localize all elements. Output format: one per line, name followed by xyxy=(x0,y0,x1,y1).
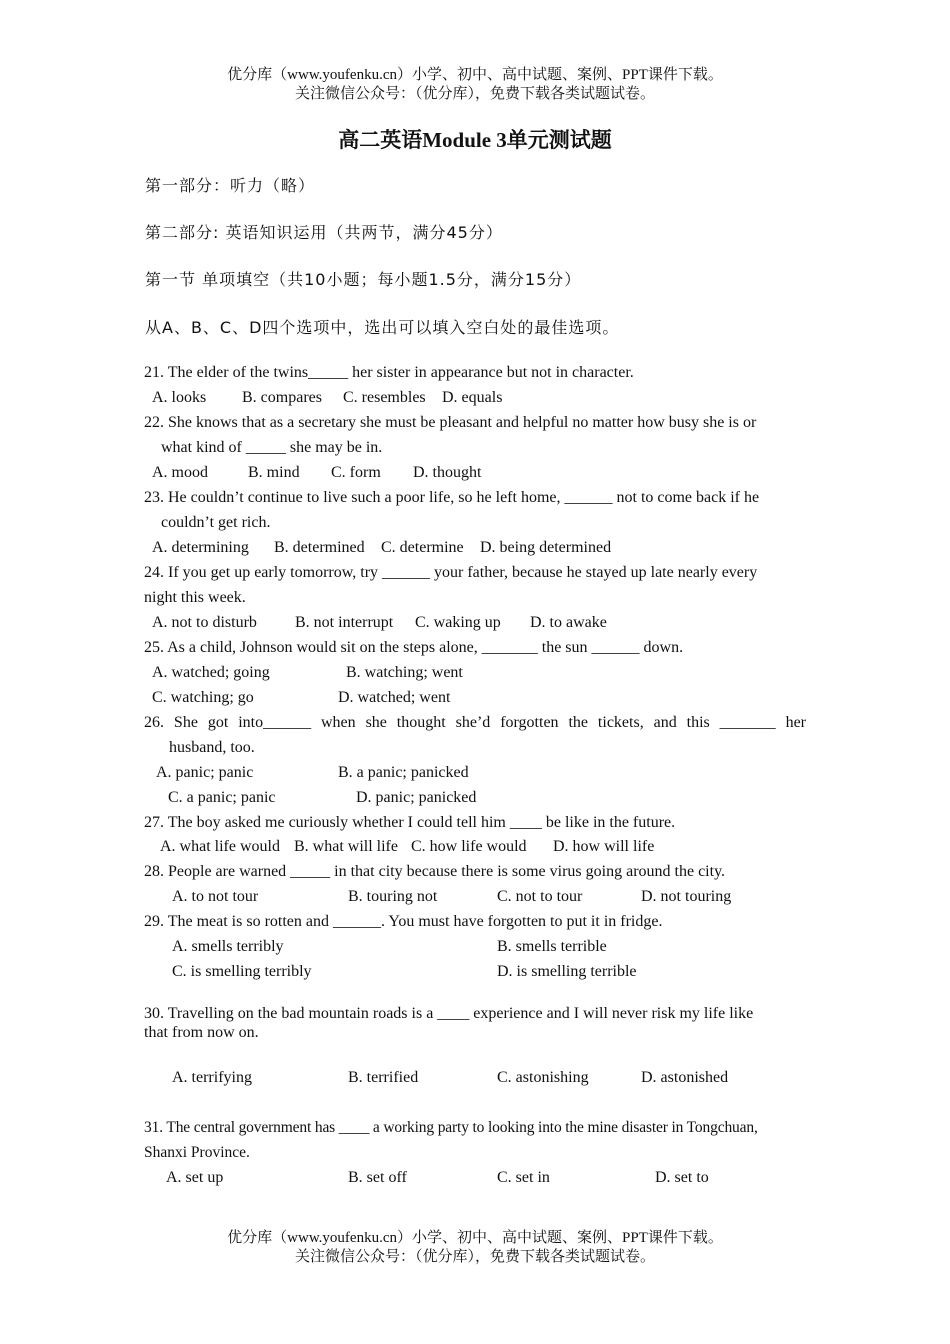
question-stem: 23. He couldn’t continue to live such a poor life, so he left home, ______ not to come back if he xyxy=(144,489,760,506)
option-d: D. thought xyxy=(413,464,482,481)
question-stem: 25. As a child, Johnson would sit on the steps alone, _______ the sun ______ down. xyxy=(144,639,684,656)
option-a: A. mood xyxy=(152,464,208,481)
option-b: B. what will life xyxy=(294,838,398,855)
footer-line-1: 优分库（www.youfenku.cn）小学、初中、高中试题、案例、PPT课件下载。 xyxy=(227,1230,723,1246)
footer-line-2: 关注微信公众号：（优分库），免费下载各类试题试卷。 xyxy=(294,1249,655,1265)
option-b: B. touring not xyxy=(348,888,438,905)
option-a: A. what life would xyxy=(160,838,280,855)
option-d: D. being determined xyxy=(480,539,612,556)
question-stem: 21. The elder of the twins_____ her sister in appearance but not in character. xyxy=(144,364,634,381)
option-a: A. determining xyxy=(152,539,249,556)
option-b: B. not interrupt xyxy=(295,614,394,631)
option-a: A. to not tour xyxy=(172,888,259,905)
option-c: C. astonishing xyxy=(497,1069,589,1086)
option-c: C. resembles xyxy=(343,389,426,406)
question-23 xyxy=(144,485,806,535)
question-31 xyxy=(144,1115,806,1165)
question-stem: 28. People are warned _____ in that city because there is some virus going around the city. xyxy=(144,863,726,880)
option-d: D. watched; went xyxy=(338,689,451,706)
page-footer xyxy=(0,1229,950,1267)
option-a: A. watched; going xyxy=(152,664,270,681)
question-stem-continued: Shanxi Province. xyxy=(144,1144,250,1161)
option-c: C. a panic; panic xyxy=(168,789,276,806)
option-a: A. looks xyxy=(152,389,207,406)
option-d: D. not touring xyxy=(641,888,732,905)
question-stem: 24. If you get up early tomorrow, try ______ your father, because he stayed up late nearly every xyxy=(144,564,758,581)
question-29 xyxy=(144,909,806,934)
part1-heading: 第一部分：听力（略） xyxy=(145,176,316,195)
question-stem: 30. Travelling on the bad mountain roads is a ____ experience and I will never risk my life like xyxy=(144,1005,754,1022)
option-d: D. equals xyxy=(442,389,503,406)
option-d: D. astonished xyxy=(641,1069,729,1086)
option-b: B. determined xyxy=(274,539,365,556)
question-30 xyxy=(144,1004,806,1042)
question-stem: 27. The boy asked me curiously whether I could tell him ____ be like in the future. xyxy=(144,814,676,831)
option-a: A. smells terribly xyxy=(172,938,284,955)
option-c: C. watching; go xyxy=(152,689,254,706)
option-d: D. is smelling terrible xyxy=(497,963,637,980)
question-22 xyxy=(144,410,806,460)
question-stem-continued: that from now on. xyxy=(144,1024,259,1041)
option-d: D. panic; panicked xyxy=(356,789,477,806)
question-stem-continued: husband, too. xyxy=(169,739,255,756)
question-stem-continued: couldn’t get rich. xyxy=(161,514,271,531)
question-stem: 29. The meat is so rotten and ______. You must have forgotten to put it in fridge. xyxy=(144,913,663,930)
question-24 xyxy=(144,560,806,610)
option-c: C. set in xyxy=(497,1169,550,1186)
question-21 xyxy=(144,360,806,385)
option-b: B. a panic; panicked xyxy=(338,764,469,781)
header-line-1: 优分库（www.youfenku.cn）小学、初中、高中试题、案例、PPT课件下载。 xyxy=(227,67,723,83)
option-a: A. set up xyxy=(166,1169,224,1186)
question-stem: 31. The central government has ____ a working party to looking into the mine disaster in Tongchuan, xyxy=(144,1119,758,1136)
option-d: D. how will life xyxy=(553,838,655,855)
page-title: 高二英语Module 3单元测试题 xyxy=(338,128,612,152)
option-a: A. terrifying xyxy=(172,1069,252,1086)
option-c: C. form xyxy=(331,464,381,481)
question-stem-continued: night this week. xyxy=(144,589,246,606)
option-b: B. terrified xyxy=(348,1069,419,1086)
question-26 xyxy=(144,710,806,760)
option-c: C. how life would xyxy=(411,838,527,855)
option-b: B. compares xyxy=(242,389,322,406)
option-b: B. set off xyxy=(348,1169,407,1186)
question-stem-continued: what kind of _____ she may be in. xyxy=(161,439,383,456)
part2-heading: 第二部分: 英语知识运用（共两节，满分45分） xyxy=(145,223,503,242)
option-c: C. determine xyxy=(381,539,464,556)
question-28 xyxy=(144,859,806,884)
option-a: A. not to disturb xyxy=(152,614,257,631)
option-c: C. not to tour xyxy=(497,888,583,905)
option-b: B. watching; went xyxy=(346,664,463,681)
question-25 xyxy=(144,635,806,660)
instruction: 从A、B、C、D四个选项中，选出可以填入空白处的最佳选项。 xyxy=(145,318,620,337)
page-header xyxy=(0,66,950,104)
option-b: B. smells terrible xyxy=(497,938,607,955)
question-stem: 26. She got into______ when she thought she’d forgotten the tickets, and this _______ her xyxy=(144,714,806,731)
option-d: D. to awake xyxy=(530,614,607,631)
option-c: C. waking up xyxy=(415,614,501,631)
option-c: C. is smelling terribly xyxy=(172,963,312,980)
option-b: B. mind xyxy=(248,464,300,481)
question-27 xyxy=(144,810,806,835)
header-line-2: 关注微信公众号：（优分库），免费下载各类试题试卷。 xyxy=(294,86,655,102)
question-stem: 22. She knows that as a secretary she must be pleasant and helpful no matter how busy she is or xyxy=(144,414,757,431)
option-d: D. set to xyxy=(655,1169,709,1186)
section1-heading: 第一节 单项填空（共10小题；每小题1.5分，满分15分） xyxy=(145,270,582,289)
option-a: A. panic; panic xyxy=(156,764,254,781)
